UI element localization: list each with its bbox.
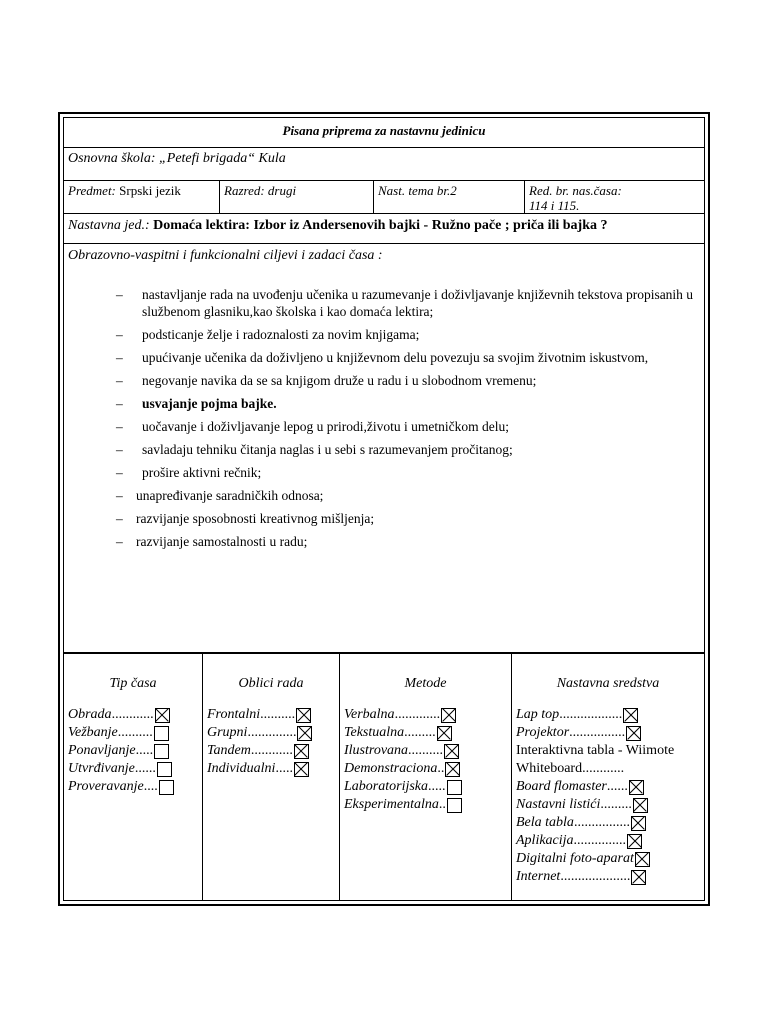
checkbox-checked[interactable] bbox=[631, 816, 646, 831]
goal-item: – savladaju tehniku čitanja naglas i u sebi s razumevanjem pročitanog; bbox=[116, 442, 513, 457]
lesson-type-heading: Tip časa bbox=[109, 676, 157, 691]
checkbox-checked[interactable] bbox=[445, 762, 460, 777]
checkbox-item: Individualni ..... bbox=[207, 760, 335, 778]
goal-item: – upućivanje učenika da doživljeno u književnom delu povezuju sa svojim životnim iskustvom, bbox=[116, 350, 649, 365]
teaching-aids-heading: Nastavna sredstva bbox=[556, 676, 660, 691]
checkbox-checked[interactable] bbox=[633, 798, 648, 813]
checkbox-item: Aplikacija ............... bbox=[516, 832, 700, 850]
lesson-number-label: Red. br. nas.časa: bbox=[529, 183, 622, 198]
checkbox-empty[interactable] bbox=[447, 780, 462, 795]
checkbox-checked[interactable] bbox=[631, 870, 646, 885]
checkbox-checked[interactable] bbox=[441, 708, 456, 723]
checkbox-checked[interactable] bbox=[626, 726, 641, 741]
subject-cell bbox=[64, 181, 220, 213]
checkbox-item: Internet .................... bbox=[516, 868, 700, 886]
document-title: Pisana priprema za nastavnu jedinicu bbox=[64, 118, 704, 148]
checkbox-checked[interactable] bbox=[444, 744, 459, 759]
checkbox-checked[interactable] bbox=[297, 726, 312, 741]
topic-cell: Nast. tema br.2 bbox=[374, 181, 525, 213]
lesson-type-column bbox=[64, 654, 203, 900]
goal-item: – negovanje navika da se sa knjigom druže u radu i u slobodnom vremenu; bbox=[116, 373, 537, 388]
checkbox-checked[interactable] bbox=[155, 708, 170, 723]
methods-heading: Metode bbox=[404, 676, 447, 691]
checkbox-empty[interactable] bbox=[154, 744, 169, 759]
checkbox-item: Proveravanje .... bbox=[68, 778, 198, 796]
checkbox-empty[interactable] bbox=[159, 780, 174, 795]
lesson-details-row bbox=[64, 654, 704, 900]
teaching-aids-column bbox=[512, 654, 704, 900]
checkbox-item: Projektor ................ bbox=[516, 724, 700, 742]
lesson-unit-row bbox=[64, 214, 704, 244]
checkbox-item: Tekstualna ......... bbox=[344, 724, 507, 742]
goal-item: – prošire aktivni rečnik; bbox=[116, 465, 262, 480]
checkbox-item: Demonstraciona .. bbox=[344, 760, 507, 778]
checkbox-item: Vežbanje .......... bbox=[68, 724, 198, 742]
subject-label: Predmet: bbox=[68, 183, 116, 198]
checkbox-checked[interactable] bbox=[294, 744, 309, 759]
checkbox-item: Digitalni foto-aparat bbox=[516, 850, 700, 868]
interactive-board-label-2: Whiteboard............ bbox=[516, 761, 625, 776]
lesson-number-cell bbox=[525, 181, 704, 213]
goal-item: – unapređivanje saradničkih odnosa; bbox=[116, 488, 324, 503]
checkbox-item: Verbalna ............. bbox=[344, 706, 507, 724]
checkbox-item: Tandem ............ bbox=[207, 742, 335, 760]
checkbox-item: Ponavljanje ..... bbox=[68, 742, 198, 760]
checkbox-item: Bela tabla ................ bbox=[516, 814, 700, 832]
checkbox-checked[interactable] bbox=[294, 762, 309, 777]
work-forms-heading: Oblici rada bbox=[238, 676, 304, 691]
checkbox-checked[interactable] bbox=[627, 834, 642, 849]
checkbox-item: Lap top .................. bbox=[516, 706, 700, 724]
checkbox-item: Eksperimentalna .. bbox=[344, 796, 507, 814]
goal-item: – usvajanje pojma bajke. bbox=[116, 396, 277, 411]
goal-item: – podsticanje želje i radoznalosti za novim knjigama; bbox=[116, 327, 420, 342]
checkbox-checked[interactable] bbox=[437, 726, 452, 741]
checkbox-item: Utvrđivanje ...... bbox=[68, 760, 198, 778]
checkbox-empty[interactable] bbox=[157, 762, 172, 777]
lesson-plan-frame bbox=[58, 112, 710, 906]
checkbox-item: Ilustrovana .......... bbox=[344, 742, 507, 760]
subject-row bbox=[64, 181, 704, 214]
interactive-board-label: Interaktivna tabla - Wiimote bbox=[516, 743, 675, 758]
subject-value: Srpski jezik bbox=[119, 183, 181, 198]
goal-item: – nastavljanje rada na uvođenju učenika u razumevanje i doživljavanje književnih tekstova propisanih u službenom glasniku,kao školska i kao domaća lektira; bbox=[116, 287, 694, 319]
goal-item: – razvijanje sposobnosti kreativnog mišljenja; bbox=[116, 511, 375, 526]
checkbox-checked[interactable] bbox=[629, 780, 644, 795]
goals-section bbox=[64, 244, 704, 654]
checkbox-item: Frontalni .......... bbox=[207, 706, 335, 724]
checkbox-checked[interactable] bbox=[623, 708, 638, 723]
unit-label: Nastavna jed.: bbox=[68, 218, 150, 233]
school-name: Osnovna škola: „Petefi brigada“ Kula bbox=[64, 148, 704, 181]
checkbox-item: Board flomaster ...... bbox=[516, 778, 700, 796]
lesson-number-value: 114 i 115. bbox=[529, 198, 580, 213]
checkbox-item: Laboratorijska ..... bbox=[344, 778, 507, 796]
checkbox-checked[interactable] bbox=[296, 708, 311, 723]
checkbox-empty[interactable] bbox=[154, 726, 169, 741]
checkbox-empty[interactable] bbox=[447, 798, 462, 813]
checkbox-checked[interactable] bbox=[635, 852, 650, 867]
goal-item: – razvijanje samostalnosti u radu; bbox=[116, 534, 308, 549]
work-forms-column bbox=[203, 654, 340, 900]
checkbox-item: Obrada ............ bbox=[68, 706, 198, 724]
goal-item: – uočavanje i doživljavanje lepog u prirodi,životu i umetničkom delu; bbox=[116, 419, 510, 434]
unit-value: Domaća lektira: Izbor iz Andersenovih bajki - Ružno pače ; priča ili bajka ? bbox=[153, 218, 608, 233]
grade-cell: Razred: drugi bbox=[220, 181, 374, 213]
checkbox-item: Nastavni listići ......... bbox=[516, 796, 700, 814]
goals-list bbox=[68, 286, 700, 550]
methods-column bbox=[340, 654, 512, 900]
lesson-plan-table bbox=[63, 117, 705, 901]
goals-heading: Obrazovno-vaspitni i funkcionalni ciljevi i zadaci časa : bbox=[68, 248, 383, 263]
checkbox-item: Grupni .............. bbox=[207, 724, 335, 742]
